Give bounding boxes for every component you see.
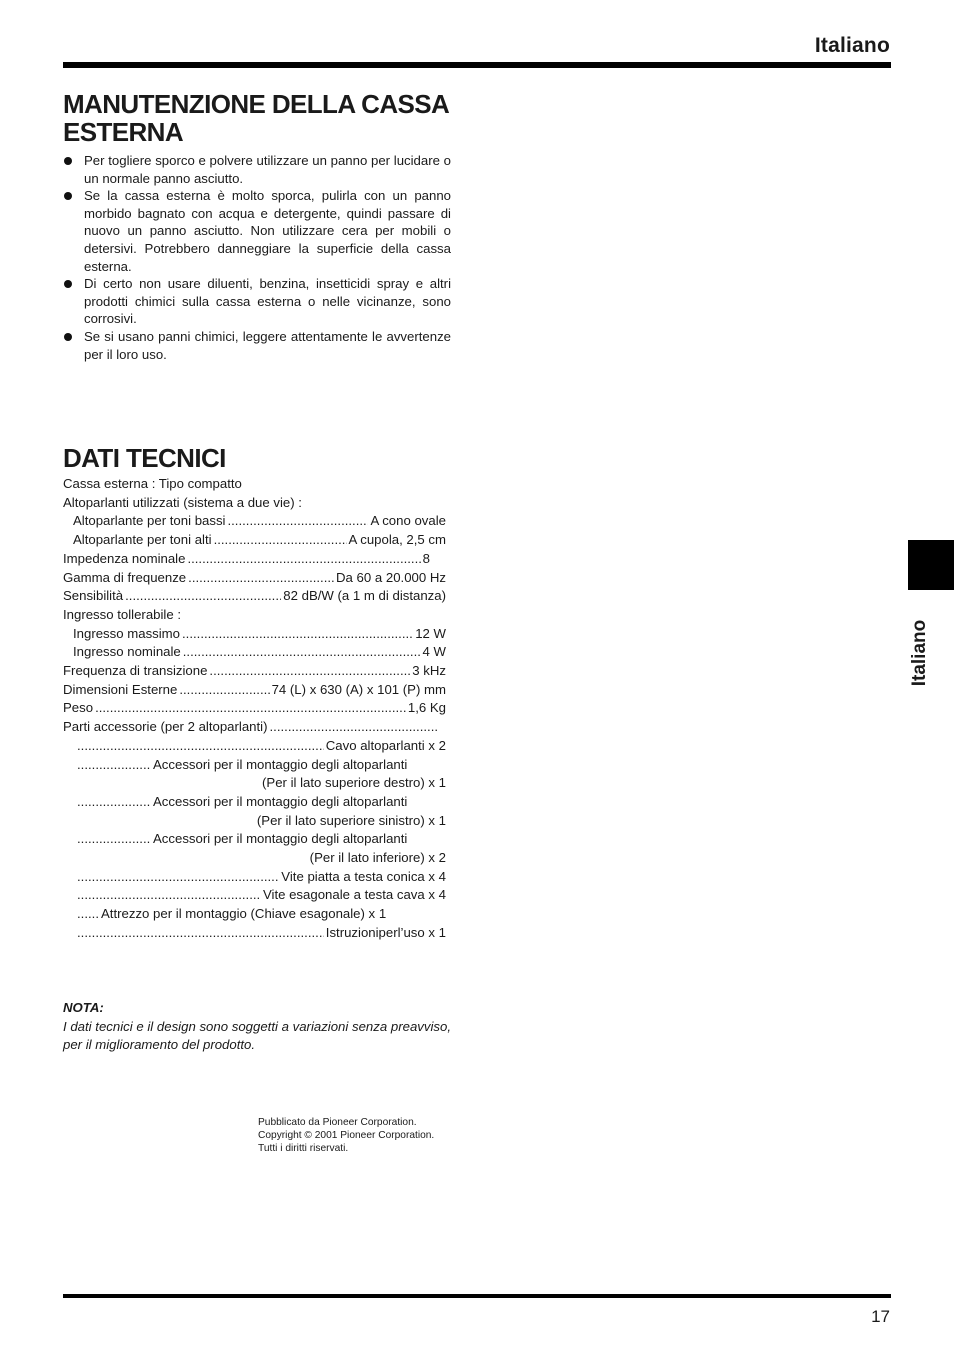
spec-power-input: Ingresso tollerabile : (63, 606, 182, 622)
spec-crossover: Frequenza di transizione ..... 3 kHz (63, 662, 446, 681)
list-item: Di certo non usare diluenti, benzina, insetticidi spray e altri prodotti chimici sulla cassa esterna o nelle vicinanze, sono corrosivi. (63, 275, 451, 328)
bullet-icon (64, 192, 72, 200)
maintenance-title: MANUTENZIONE DELLA CASSA ESTERNA (63, 89, 449, 147)
spec-dimensions: Dimensioni Esterne ..... 74 (L) x 630 (A) x 101 (P) mm (63, 681, 446, 700)
bullet-icon (64, 280, 72, 288)
list-item: Per togliere sporco e polvere utilizzare un panno per lucidare o un normale panno asciutto. (63, 152, 451, 187)
accessory-item: ..... Vite esagonale a testa cava x 4 (63, 886, 446, 905)
bullet-icon (64, 157, 72, 165)
spec-max-input: Ingresso massimo ..... 12 W (63, 625, 446, 644)
spec-weight: Peso ..... 1,6 Kg (63, 699, 446, 718)
top-rule (63, 62, 891, 68)
accessory-item-continuation: (Per il lato superiore destro) x 1 (262, 775, 446, 791)
accessory-item: ..... Attrezzo per il montaggio (Chiave esagonale) x 1 (63, 905, 446, 924)
page-number: 17 (871, 1307, 890, 1326)
specs-list (63, 475, 446, 943)
spec-sensitivity: Sensibilità ..... 82 dB/W (a 1 m di distanza) (63, 587, 446, 606)
accessory-item: ..... Accessori per il montaggio degli altoparlanti (63, 793, 446, 812)
page-language-header: Italiano (814, 34, 890, 57)
spec-frequency-range: Gamma di frequenze ..... Da 60 a 20.000 Hz (63, 569, 446, 588)
accessory-item: ..... Accessori per il montaggio degli altoparlanti (63, 756, 446, 775)
accessory-item: ..... Cavo altoparlanti x 2 (63, 737, 446, 756)
spec-nominal-input: Ingresso nominale ..... 4 W (63, 643, 446, 662)
publisher-info (258, 1116, 434, 1155)
accessory-item: ..... Accessori per il montaggio degli altoparlanti (63, 830, 446, 849)
publisher-line: Pubblicato da Pioneer Corporation. (258, 1117, 417, 1128)
list-item: Se la cassa esterna è molto sporca, pulirla con un panno morbido bagnato con acqua e detergente, quindi passare di nuovo un panno asciutto. Non utilizzare cera per mobili o detersivi. Potrebbero danneggiare la superficie della cassa esterna. (63, 187, 451, 275)
spec-tweeter: Altoparlante per toni alti ..... A cupola, 2,5 cm (63, 531, 446, 550)
accessory-item: ..... Istruzioniperl’uso x 1 (63, 924, 446, 943)
publisher-line: Tutti i diritti riservati. (258, 1143, 349, 1154)
maintenance-list (63, 152, 451, 363)
accessory-item: ..... Vite piatta a testa conica x 4 (63, 868, 446, 887)
bullet-icon (64, 333, 72, 341)
spec-speakers-used: Altoparlanti utilizzati (sistema a due vie) : (63, 494, 302, 510)
specs-title: DATI TECNICI (63, 443, 226, 473)
bottom-rule (63, 1294, 891, 1298)
accessory-item-continuation: (Per il lato inferiore) x 2 (309, 850, 446, 866)
note-title: NOTA: (63, 1000, 104, 1015)
side-language-tab (908, 540, 954, 590)
spec-accessories: Parti accessorie (per 2 altoparlanti) ..... (63, 718, 446, 737)
spec-woofer: Altoparlante per toni bassi ..... A cono ovale (63, 512, 446, 531)
note-text: I dati tecnici e il design sono soggetti a variazioni senza preavviso, per il miglioramento del prodotto. (63, 1019, 451, 1052)
publisher-line: Copyright © 2001 Pioneer Corporation. (258, 1130, 435, 1141)
side-language-label: Italiano (909, 619, 930, 687)
list-item: Se si usano panni chimici, leggere attentamente le avvertenze per il loro uso. (63, 328, 451, 363)
spec-cabinet: Cassa esterna : Tipo compatto (63, 476, 242, 491)
spec-impedance: Impedenza nominale ..... 8 (63, 550, 446, 569)
accessory-item-continuation: (Per il lato superiore sinistro) x 1 (256, 812, 446, 828)
